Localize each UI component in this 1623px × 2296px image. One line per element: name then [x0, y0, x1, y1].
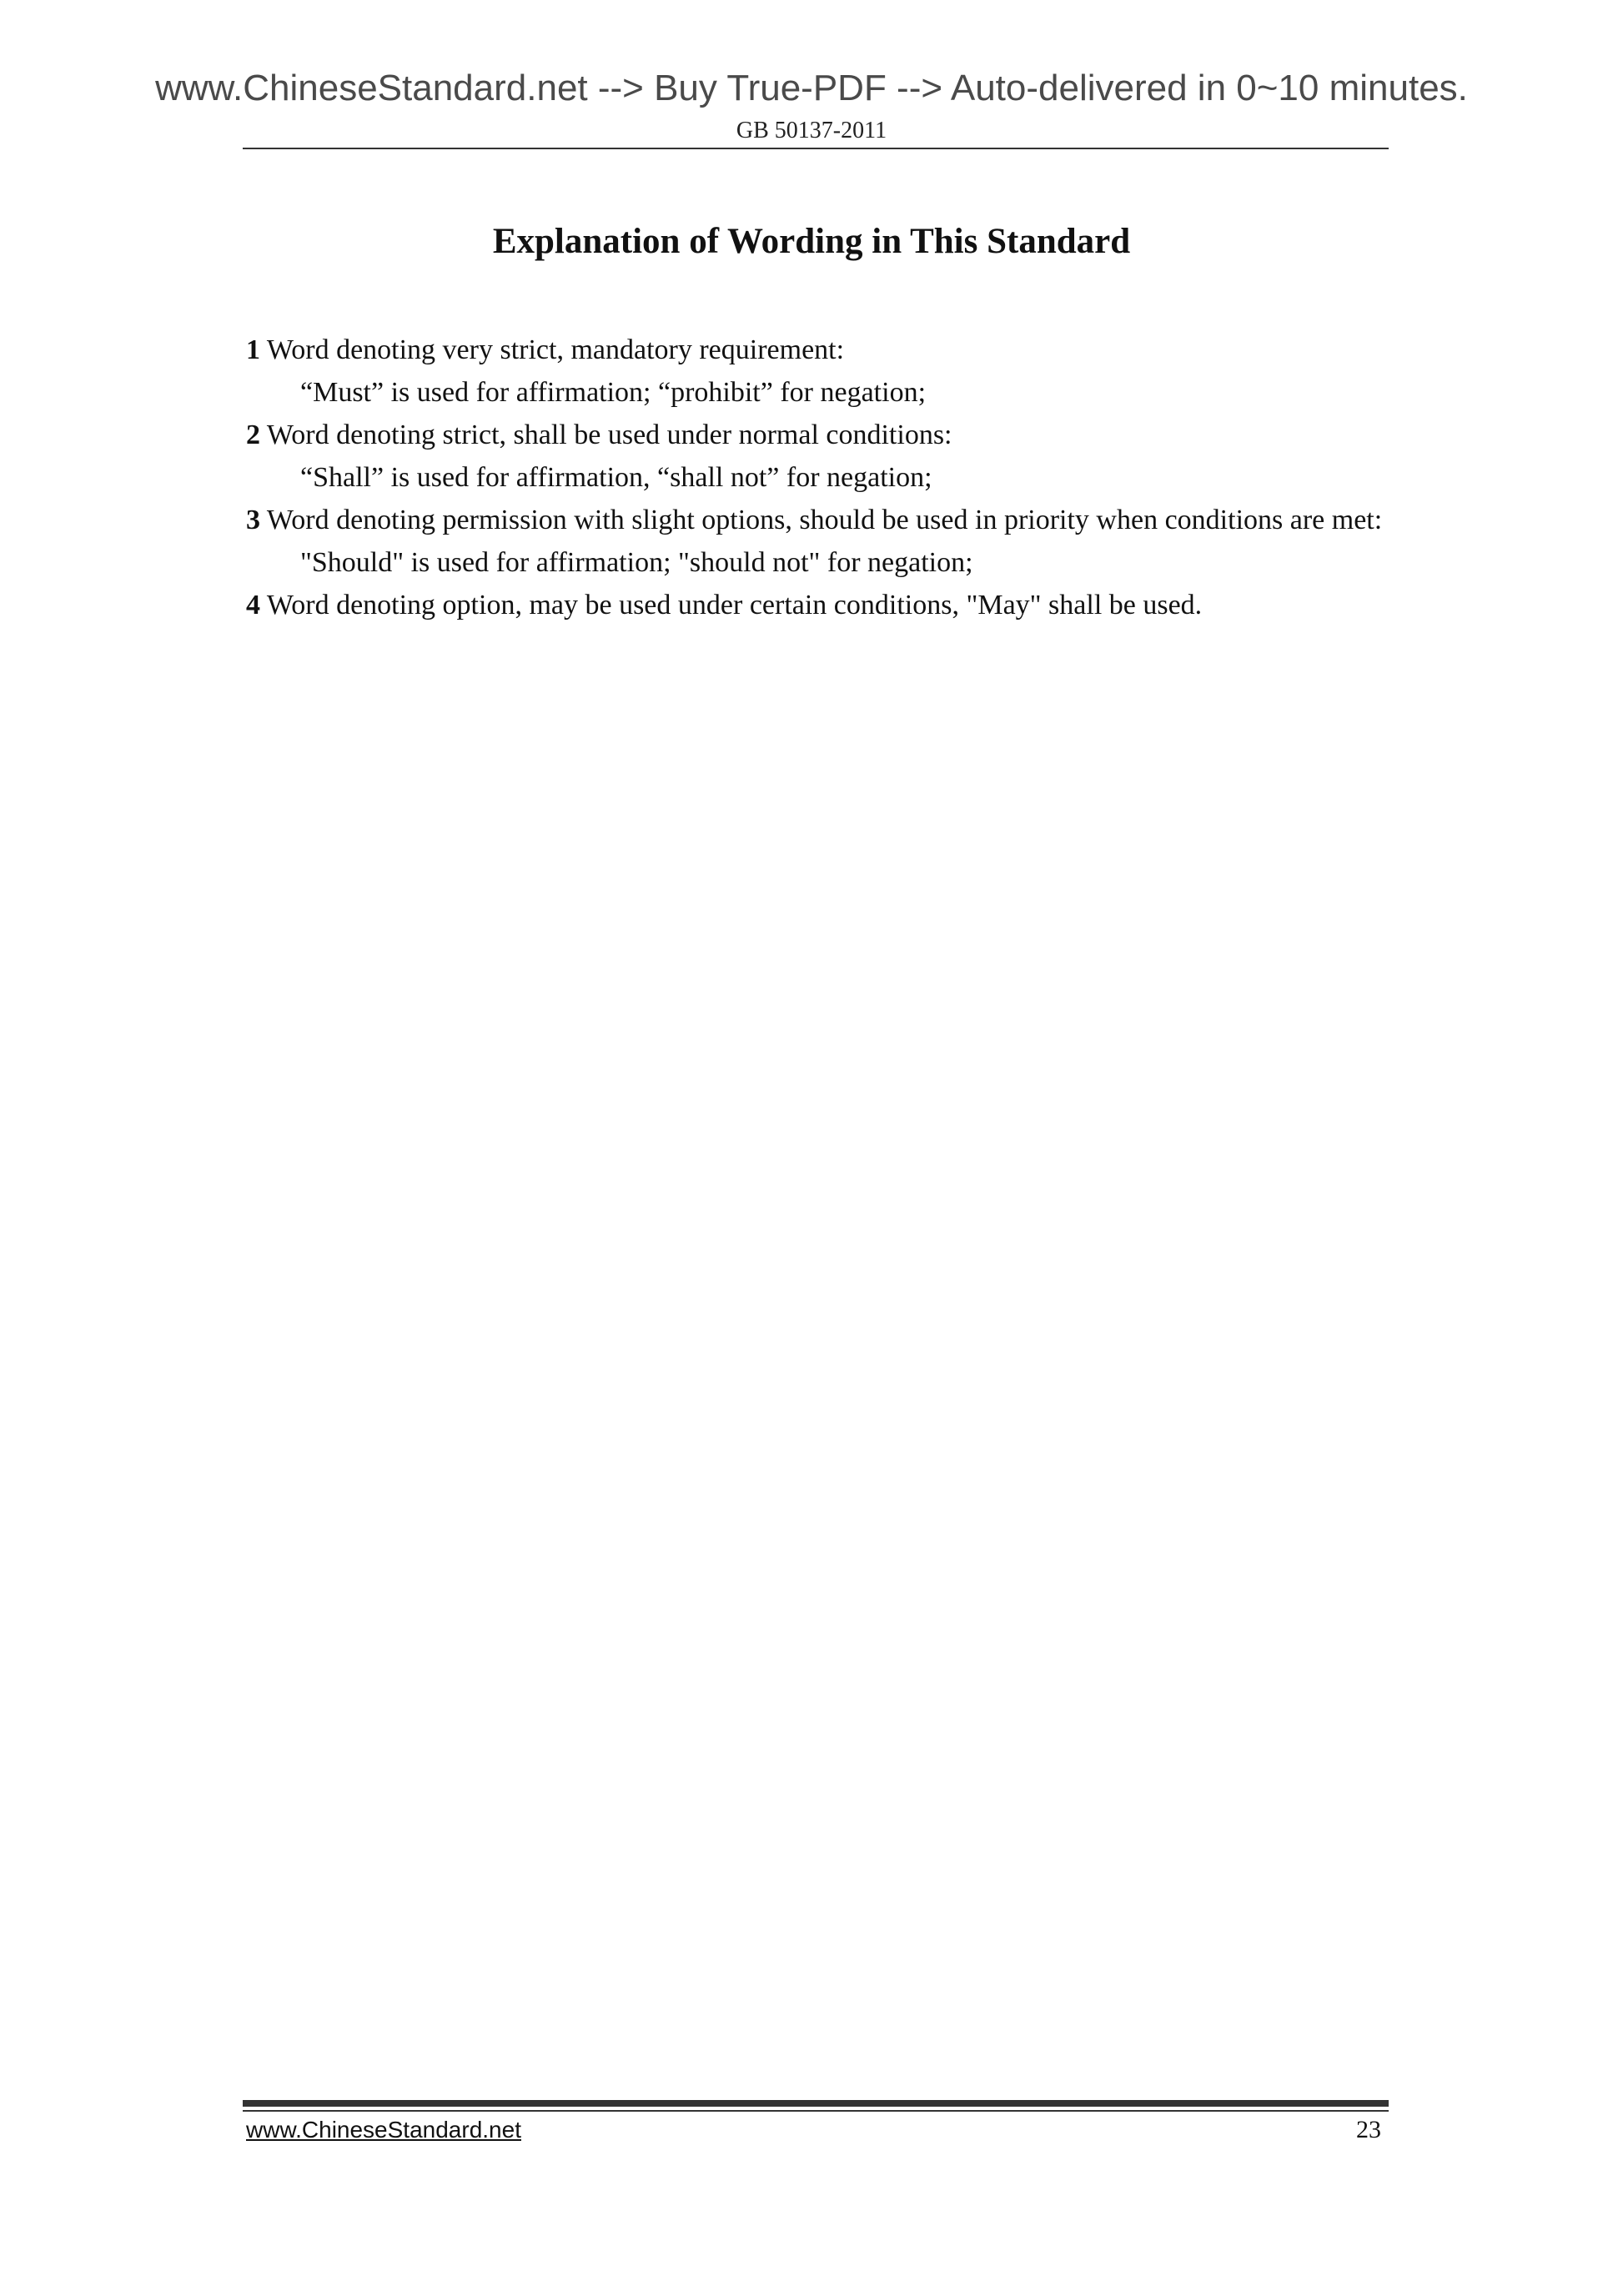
- list-item-4: [246, 584, 1385, 626]
- item-number: 4: [246, 590, 260, 620]
- item-number: 2: [246, 420, 260, 450]
- wording-list: [246, 329, 1385, 626]
- list-item-3: [246, 499, 1385, 541]
- item-number: 3: [246, 505, 260, 535]
- header-divider: [243, 148, 1389, 149]
- item-text: Word denoting very strict, mandatory requirement:: [260, 334, 845, 365]
- footer-site-link[interactable]: www.ChineseStandard.net: [246, 2117, 521, 2143]
- item-text: Word denoting strict, shall be used under normal conditions:: [260, 420, 952, 450]
- list-item-2: [246, 414, 1385, 456]
- footer-divider-thin: [243, 2110, 1389, 2112]
- item-text: Word denoting permission with slight options, should be used in priority when conditions are met:: [260, 505, 1383, 535]
- item-text: Word denoting option, may be used under certain conditions, "May" shall be used.: [260, 590, 1203, 620]
- list-item-1: [246, 329, 1385, 371]
- page-title: Explanation of Wording in This Standard: [492, 222, 1131, 261]
- item-2-usage: “Shall” is used for affirmation, “shall not” for negation;: [300, 462, 932, 493]
- item-3-usage: "Should" is used for affirmation; "should not" for negation;: [300, 547, 973, 578]
- item-1-usage: “Must” is used for affirmation; “prohibit” for negation;: [300, 377, 927, 408]
- footer-divider-thick: [243, 2100, 1389, 2107]
- item-number: 1: [246, 334, 260, 365]
- site-banner[interactable]: www.ChineseStandard.net --> Buy True-PDF --> Auto-delivered in 0~10 minutes.: [155, 68, 1468, 108]
- document-code: GB 50137-2011: [736, 118, 887, 143]
- page-number: 23: [1356, 2116, 1381, 2143]
